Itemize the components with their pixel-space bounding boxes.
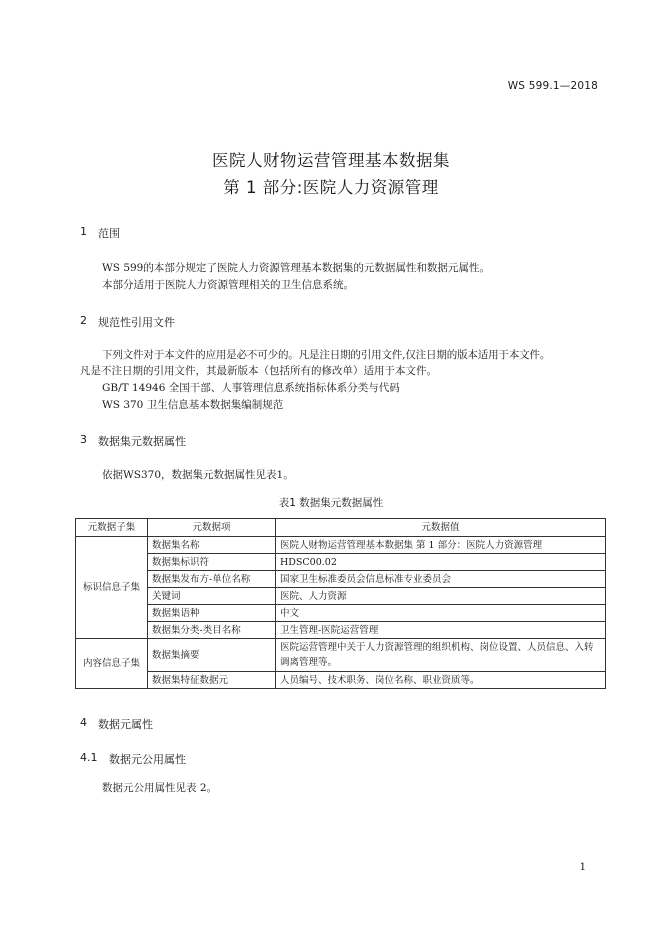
group-cell: 标识信息子集 [76,537,148,639]
table-row [76,639,606,672]
column-header: 元数据子集 [76,519,148,537]
table-row [76,605,606,622]
item-cell: 数据集摘要 [148,639,276,672]
section-heading: 数据元属性 [98,718,153,731]
value-cell: 中文 [276,605,606,622]
paragraph: WS 599的本部分规定了医院人力资源管理基本数据集的元数据属性和数据元属性。 [102,262,490,274]
item-cell: 数据集语种 [148,605,276,622]
section-heading: 数据元公用属性 [109,753,186,766]
table-row [76,672,606,689]
item-cell: 数据集发布方-单位名称 [148,571,276,588]
table-caption: 表1 数据集元数据属性 [278,497,384,509]
reference-item: GB/T 14946 全国干部、人事管理信息系统指标体系分类与代码 [102,382,400,394]
column-header: 元数据值 [276,519,606,537]
value-cell: 医院人财物运营管理基本数据集 第 1 部分：医院人力资源管理 [276,537,606,554]
item-cell: 关键词 [148,588,276,605]
paragraph: 凡是不注日期的引用文件，其最新版本（包括所有的修改单）适用于本文件。 [80,365,437,377]
section-heading: 规范性引用文件 [98,316,175,329]
value-cell: 卫生管理-医院运营管理 [276,622,606,639]
item-cell: 数据集分类-类目名称 [148,622,276,639]
paragraph: 数据元公用属性见表 2。 [102,782,218,794]
value-cell: 医院运营管理中关于人力资源管理的组织机构、岗位设置、人员信息、入转调离管理等。 [276,639,606,672]
value-cell: 医院、人力资源 [276,588,606,605]
table-row [76,571,606,588]
value-cell: HDSC00.02 [276,554,606,571]
section-number: 2 [80,314,87,327]
document-subtitle: 第 1 部分:医院人力资源管理 [223,178,439,197]
reference-item: WS 370 卫生信息基本数据集编制规范 [102,399,284,411]
item-cell: 数据集名称 [148,537,276,554]
document-code: WS 599.1—2018 [507,80,598,92]
table-row [76,554,606,571]
value-cell: 人员编号、技术职务、岗位名称、职业资质等。 [276,672,606,689]
column-header: 元数据项 [148,519,276,537]
table-header-row [76,519,606,537]
item-cell: 数据集特征数据元 [148,672,276,689]
page-number: 1 [579,862,586,873]
section-number: 4.1 [80,751,98,764]
document-title: 医院人财物运营管理基本数据集 [212,151,450,170]
paragraph: 依据WS370，数据集元数据属性见表1。 [102,469,294,481]
section-heading: 范围 [98,227,120,240]
section-number: 3 [80,433,87,446]
value-cell: 国家卫生标准委员会信息标准专业委员会 [276,571,606,588]
item-cell: 数据集标识符 [148,554,276,571]
table-row [76,622,606,639]
group-cell: 内容信息子集 [76,639,148,689]
paragraph: 下列文件对于本文件的应用是必不可少的。凡是注日期的引用文件,仅注日期的版本适用于本文件。 [102,349,551,361]
table-row [76,588,606,605]
section-heading: 数据集元数据属性 [98,435,186,448]
section-number: 1 [80,225,87,238]
paragraph: 本部分适用于医院人力资源管理相关的卫生信息系统。 [102,279,354,291]
table-row [76,537,606,554]
metadata-table [75,518,606,689]
section-number: 4 [80,716,87,729]
